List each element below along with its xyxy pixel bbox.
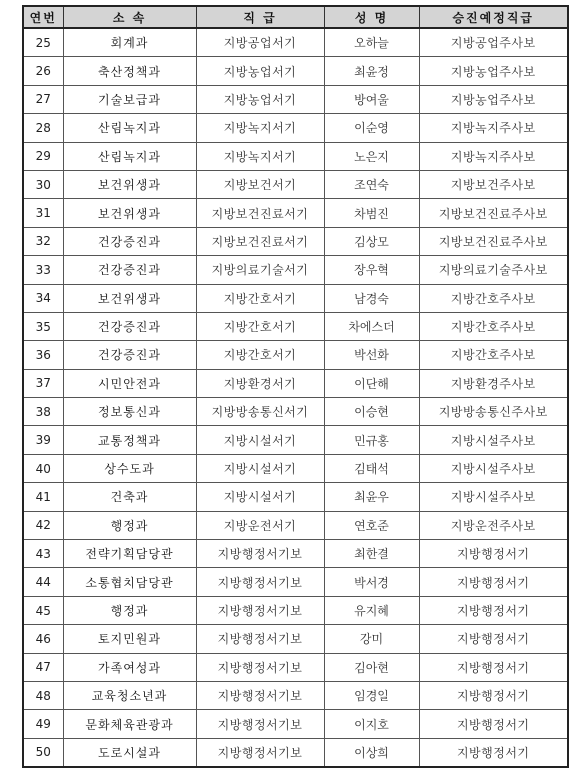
promotion-rank-cell: 지방행정서기 <box>419 653 568 681</box>
name-cell: 임경일 <box>324 681 419 709</box>
table-row <box>23 28 568 57</box>
header-name: 성 명 <box>324 6 419 28</box>
department-cell: 정보통신과 <box>63 398 196 426</box>
row-number: 40 <box>23 454 63 482</box>
name-cell: 민규홍 <box>324 426 419 454</box>
name-cell: 남경숙 <box>324 284 419 312</box>
name-cell: 유지혜 <box>324 596 419 624</box>
name-cell: 최한결 <box>324 540 419 568</box>
row-number: 31 <box>23 199 63 227</box>
name-cell: 연호준 <box>324 511 419 539</box>
name-cell: 이상희 <box>324 738 419 767</box>
table-row <box>23 681 568 709</box>
table-row <box>23 568 568 596</box>
rank-cell: 지방녹지서기 <box>196 114 324 142</box>
department-cell: 산림녹지과 <box>63 142 196 170</box>
rank-cell: 지방환경서기 <box>196 369 324 397</box>
name-cell: 차에스더 <box>324 312 419 340</box>
table-row <box>23 114 568 142</box>
table-row <box>23 738 568 767</box>
department-cell: 보건위생과 <box>63 170 196 198</box>
promotion-rank-cell: 지방행정서기 <box>419 540 568 568</box>
promotion-rank-cell: 지방시설주사보 <box>419 483 568 511</box>
row-number: 35 <box>23 312 63 340</box>
promotion-rank-cell: 지방녹지주사보 <box>419 114 568 142</box>
row-number: 32 <box>23 227 63 255</box>
promotion-rank-cell: 지방보건진료주사보 <box>419 227 568 255</box>
department-cell: 회계과 <box>63 28 196 57</box>
table-row <box>23 341 568 369</box>
promotion-rank-cell: 지방행정서기 <box>419 568 568 596</box>
promotion-rank-cell: 지방행정서기 <box>419 625 568 653</box>
promotion-rank-cell: 지방시설주사보 <box>419 426 568 454</box>
table-row <box>23 596 568 624</box>
row-number: 36 <box>23 341 63 369</box>
roster-body <box>23 28 568 767</box>
promotion-rank-cell: 지방방송통신주사보 <box>419 398 568 426</box>
promotion-rank-cell: 지방행정서기 <box>419 596 568 624</box>
header-promotion-rank: 승진예정직급 <box>419 6 568 28</box>
promotion-rank-cell: 지방시설주사보 <box>419 454 568 482</box>
table-row <box>23 142 568 170</box>
department-cell: 기술보급과 <box>63 85 196 113</box>
name-cell: 이승현 <box>324 398 419 426</box>
name-cell: 강미 <box>324 625 419 653</box>
name-cell: 이지호 <box>324 710 419 738</box>
department-cell: 건강증진과 <box>63 256 196 284</box>
table-row <box>23 227 568 255</box>
rank-cell: 지방방송통신서기 <box>196 398 324 426</box>
row-number: 46 <box>23 625 63 653</box>
department-cell: 축산정책과 <box>63 57 196 85</box>
rank-cell: 지방농업서기 <box>196 57 324 85</box>
table-row <box>23 284 568 312</box>
table-row <box>23 256 568 284</box>
name-cell: 차범진 <box>324 199 419 227</box>
promotion-rank-cell: 지방공업주사보 <box>419 28 568 57</box>
row-number: 44 <box>23 568 63 596</box>
table-row <box>23 483 568 511</box>
table-row <box>23 710 568 738</box>
department-cell: 전략기획담당관 <box>63 540 196 568</box>
rank-cell: 지방행정서기보 <box>196 653 324 681</box>
promotion-rank-cell: 지방환경주사보 <box>419 369 568 397</box>
promotion-rank-cell: 지방간호주사보 <box>419 312 568 340</box>
department-cell: 보건위생과 <box>63 284 196 312</box>
rank-cell: 지방행정서기보 <box>196 710 324 738</box>
row-number: 27 <box>23 85 63 113</box>
rank-cell: 지방시설서기 <box>196 483 324 511</box>
name-cell: 장우혁 <box>324 256 419 284</box>
promotion-rank-cell: 지방농업주사보 <box>419 57 568 85</box>
department-cell: 시민안전과 <box>63 369 196 397</box>
rank-cell: 지방행정서기보 <box>196 596 324 624</box>
department-cell: 가족여성과 <box>63 653 196 681</box>
department-cell: 건강증진과 <box>63 341 196 369</box>
rank-cell: 지방시설서기 <box>196 454 324 482</box>
row-number: 25 <box>23 28 63 57</box>
rank-cell: 지방의료기술서기 <box>196 256 324 284</box>
table-row <box>23 369 568 397</box>
rank-cell: 지방행정서기보 <box>196 540 324 568</box>
rank-cell: 지방농업서기 <box>196 85 324 113</box>
name-cell: 이순영 <box>324 114 419 142</box>
promotion-roster-table <box>22 5 569 768</box>
promotion-rank-cell: 지방행정서기 <box>419 738 568 767</box>
name-cell: 최윤우 <box>324 483 419 511</box>
name-cell: 조연숙 <box>324 170 419 198</box>
header-department: 소 속 <box>63 6 196 28</box>
rank-cell: 지방간호서기 <box>196 341 324 369</box>
table-row <box>23 540 568 568</box>
department-cell: 건강증진과 <box>63 312 196 340</box>
department-cell: 교육청소년과 <box>63 681 196 709</box>
row-number: 45 <box>23 596 63 624</box>
name-cell: 오하늘 <box>324 28 419 57</box>
row-number: 39 <box>23 426 63 454</box>
table-row <box>23 199 568 227</box>
name-cell: 노은지 <box>324 142 419 170</box>
department-cell: 행정과 <box>63 596 196 624</box>
name-cell: 김상모 <box>324 227 419 255</box>
row-number: 38 <box>23 398 63 426</box>
department-cell: 교통정책과 <box>63 426 196 454</box>
row-number: 26 <box>23 57 63 85</box>
header-row <box>23 6 568 28</box>
name-cell: 박서경 <box>324 568 419 596</box>
department-cell: 도로시설과 <box>63 738 196 767</box>
promotion-rank-cell: 지방간호주사보 <box>419 284 568 312</box>
name-cell: 박선화 <box>324 341 419 369</box>
department-cell: 토지민원과 <box>63 625 196 653</box>
department-cell: 소통협치담당관 <box>63 568 196 596</box>
promotion-rank-cell: 지방보건주사보 <box>419 170 568 198</box>
table-row <box>23 312 568 340</box>
department-cell: 건강증진과 <box>63 227 196 255</box>
row-number: 34 <box>23 284 63 312</box>
promotion-rank-cell: 지방운전주사보 <box>419 511 568 539</box>
promotion-rank-cell: 지방행정서기 <box>419 710 568 738</box>
rank-cell: 지방보건서기 <box>196 170 324 198</box>
promotion-rank-cell: 지방녹지주사보 <box>419 142 568 170</box>
header-rank: 직 급 <box>196 6 324 28</box>
name-cell: 김태석 <box>324 454 419 482</box>
row-number: 30 <box>23 170 63 198</box>
rank-cell: 지방행정서기보 <box>196 568 324 596</box>
table-row <box>23 653 568 681</box>
rank-cell: 지방보건진료서기 <box>196 199 324 227</box>
rank-cell: 지방행정서기보 <box>196 625 324 653</box>
rank-cell: 지방녹지서기 <box>196 142 324 170</box>
promotion-rank-cell: 지방의료기술주사보 <box>419 256 568 284</box>
promotion-rank-cell: 지방간호주사보 <box>419 341 568 369</box>
department-cell: 행정과 <box>63 511 196 539</box>
table-row <box>23 625 568 653</box>
table-row <box>23 426 568 454</box>
row-number: 33 <box>23 256 63 284</box>
department-cell: 문화체육관광과 <box>63 710 196 738</box>
row-number: 41 <box>23 483 63 511</box>
rank-cell: 지방행정서기보 <box>196 738 324 767</box>
table-row <box>23 511 568 539</box>
table-row <box>23 85 568 113</box>
department-cell: 산림녹지과 <box>63 114 196 142</box>
row-number: 37 <box>23 369 63 397</box>
row-number: 47 <box>23 653 63 681</box>
name-cell: 이단해 <box>324 369 419 397</box>
row-number: 49 <box>23 710 63 738</box>
rank-cell: 지방운전서기 <box>196 511 324 539</box>
rank-cell: 지방보건진료서기 <box>196 227 324 255</box>
department-cell: 건축과 <box>63 483 196 511</box>
name-cell: 김아현 <box>324 653 419 681</box>
rank-cell: 지방행정서기보 <box>196 681 324 709</box>
promotion-rank-cell: 지방보건진료주사보 <box>419 199 568 227</box>
table-row <box>23 170 568 198</box>
name-cell: 최윤정 <box>324 57 419 85</box>
name-cell: 방여울 <box>324 85 419 113</box>
row-number: 50 <box>23 738 63 767</box>
row-number: 43 <box>23 540 63 568</box>
header-no: 연번 <box>23 6 63 28</box>
department-cell: 상수도과 <box>63 454 196 482</box>
promotion-rank-cell: 지방농업주사보 <box>419 85 568 113</box>
department-cell: 보건위생과 <box>63 199 196 227</box>
table-row <box>23 398 568 426</box>
table-row <box>23 57 568 85</box>
row-number: 42 <box>23 511 63 539</box>
table-row <box>23 454 568 482</box>
row-number: 48 <box>23 681 63 709</box>
promotion-rank-cell: 지방행정서기 <box>419 681 568 709</box>
row-number: 28 <box>23 114 63 142</box>
rank-cell: 지방공업서기 <box>196 28 324 57</box>
row-number: 29 <box>23 142 63 170</box>
rank-cell: 지방간호서기 <box>196 312 324 340</box>
rank-cell: 지방시설서기 <box>196 426 324 454</box>
rank-cell: 지방간호서기 <box>196 284 324 312</box>
